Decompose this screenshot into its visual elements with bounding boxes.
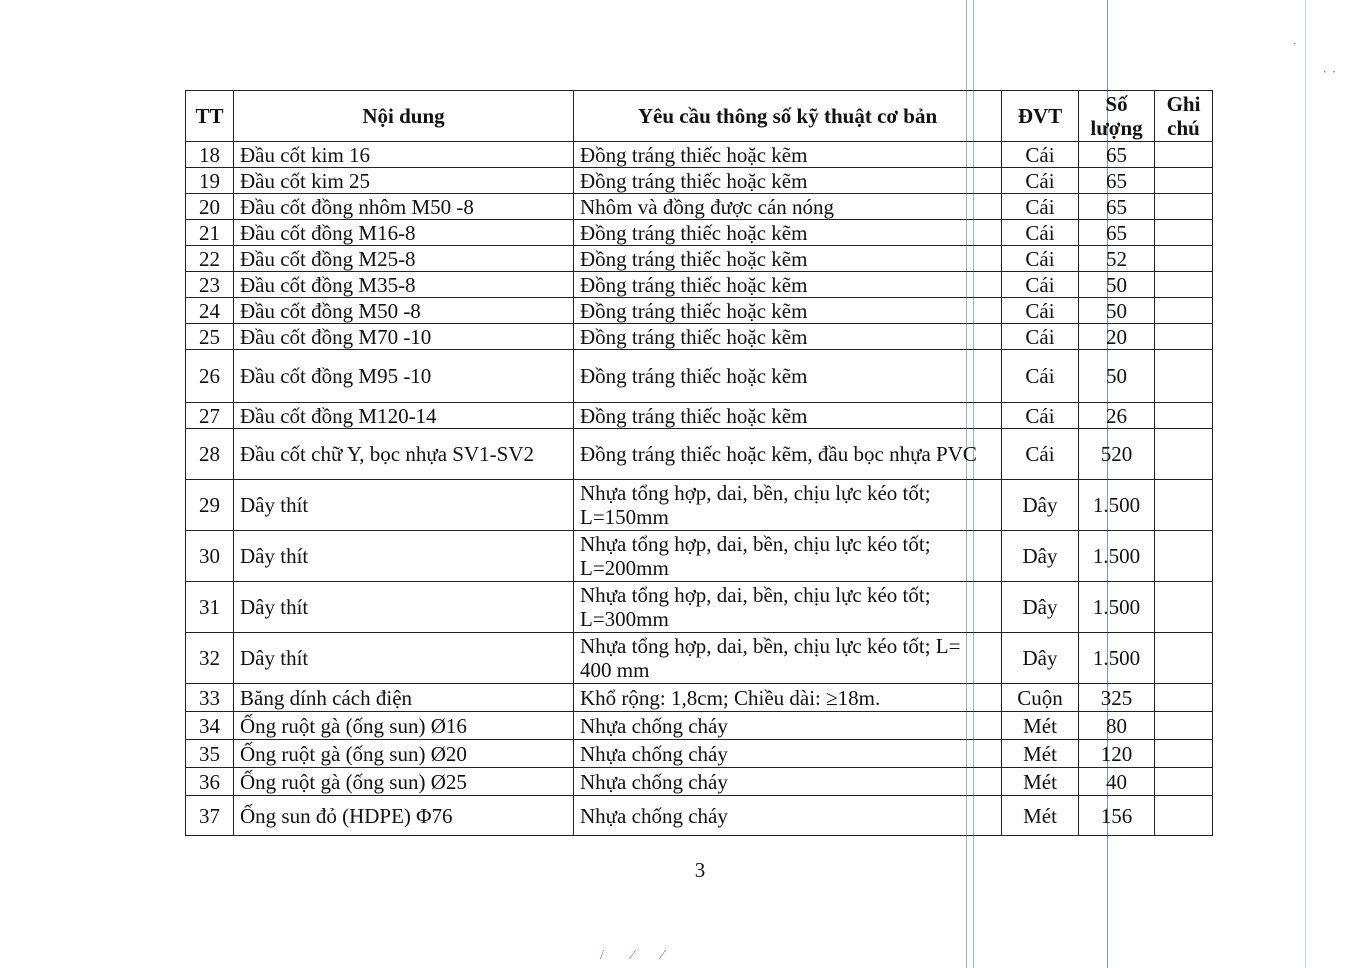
cell-spec: Đồng tráng thiếc hoặc kẽm, đầu bọc nhựa PVC [574,429,1002,480]
cell-unit: Mét [1002,796,1079,836]
cell-tt: 33 [186,684,234,712]
cell-qty: 325 [1079,684,1155,712]
cell-qty: 65 [1079,220,1155,246]
cell-content: Ống ruột gà (ống sun) Ø25 [234,768,574,796]
page-number: 3 [694,858,706,882]
cell-qty: 65 [1079,142,1155,168]
cell-spec: Nhôm và đồng được cán nóng [574,194,1002,220]
cell-content: Đầu cốt đồng M95 -10 [234,350,574,403]
cell-note [1155,246,1213,272]
cell-tt: 21 [186,220,234,246]
cell-note [1155,684,1213,712]
cell-content: Dây thít [234,633,574,684]
cell-tt: 27 [186,403,234,429]
stamp-fragment: / ⁄ ∕ [600,948,676,963]
cell-spec: Khổ rộng: 1,8cm; Chiều dài: ≥18m. [574,684,1002,712]
table-row [186,350,1213,403]
cell-tt: 24 [186,298,234,324]
table-row [186,712,1213,740]
table-row [186,324,1213,350]
cell-unit: Cái [1002,429,1079,480]
cell-spec: Nhựa tổng hợp, dai, bền, chịu lực kéo tốt; L=150mm [574,480,1002,531]
cell-qty: 50 [1079,298,1155,324]
table-row [186,684,1213,712]
table-row [186,429,1213,480]
cell-note [1155,168,1213,194]
table-row [186,272,1213,298]
cell-qty: 65 [1079,194,1155,220]
cell-tt: 23 [186,272,234,298]
cell-tt: 35 [186,740,234,768]
cell-content: Đầu cốt đồng M35-8 [234,272,574,298]
cell-note [1155,480,1213,531]
cell-content: Đầu cốt kim 25 [234,168,574,194]
cell-note [1155,350,1213,403]
cell-content: Đầu cốt đồng M120-14 [234,403,574,429]
cell-content: Ống ruột gà (ống sun) Ø20 [234,740,574,768]
header-spec: Yêu cầu thông số kỹ thuật cơ bản [574,91,1002,142]
cell-content: Ống sun đỏ (HDPE) Φ76 [234,796,574,836]
table-row [186,142,1213,168]
table-row [186,633,1213,684]
cell-spec: Nhựa tổng hợp, dai, bền, chịu lực kéo tốt; L=200mm [574,531,1002,582]
cell-spec: Đồng tráng thiếc hoặc kẽm [574,246,1002,272]
scan-speck: · · [1322,64,1337,81]
cell-unit: Cái [1002,194,1079,220]
cell-spec: Đồng tráng thiếc hoặc kẽm [574,350,1002,403]
cell-unit: Dây [1002,582,1079,633]
cell-tt: 34 [186,712,234,740]
cell-qty: 1.500 [1079,633,1155,684]
cell-spec: Nhựa chống cháy [574,712,1002,740]
cell-spec: Nhựa tổng hợp, dai, bền, chịu lực kéo tốt; L=300mm [574,582,1002,633]
cell-spec: Nhựa tổng hợp, dai, bền, chịu lực kéo tốt; L= 400 mm [574,633,1002,684]
cell-note [1155,220,1213,246]
cell-tt: 22 [186,246,234,272]
cell-content: Đầu cốt đồng M50 -8 [234,298,574,324]
cell-spec: Đồng tráng thiếc hoặc kẽm [574,142,1002,168]
cell-unit: Cuộn [1002,684,1079,712]
cell-unit: Dây [1002,633,1079,684]
scan-speck: · [1292,36,1298,53]
table-row [186,480,1213,531]
cell-qty: 50 [1079,272,1155,298]
cell-note [1155,142,1213,168]
cell-content: Dây thít [234,480,574,531]
cell-spec: Đồng tráng thiếc hoặc kẽm [574,403,1002,429]
cell-qty: 52 [1079,246,1155,272]
cell-spec: Đồng tráng thiếc hoặc kẽm [574,298,1002,324]
cell-note [1155,429,1213,480]
cell-unit: Mét [1002,740,1079,768]
cell-qty: 40 [1079,768,1155,796]
cell-note [1155,324,1213,350]
cell-qty: 65 [1079,168,1155,194]
cell-content: Băng dính cách điện [234,684,574,712]
cell-unit: Dây [1002,480,1079,531]
cell-spec: Đồng tráng thiếc hoặc kẽm [574,168,1002,194]
cell-spec: Nhựa chống cháy [574,796,1002,836]
cell-tt: 20 [186,194,234,220]
cell-note [1155,403,1213,429]
cell-unit: Cái [1002,350,1079,403]
cell-qty: 520 [1079,429,1155,480]
cell-unit: Cái [1002,272,1079,298]
cell-qty: 1.500 [1079,480,1155,531]
margin-line [1305,0,1306,968]
cell-content: Ống ruột gà (ống sun) Ø16 [234,712,574,740]
cell-note [1155,740,1213,768]
cell-spec: Nhựa chống cháy [574,768,1002,796]
cell-content: Đầu cốt đồng M70 -10 [234,324,574,350]
cell-unit: Cái [1002,403,1079,429]
cell-note [1155,768,1213,796]
header-tt: TT [186,91,234,142]
cell-qty: 156 [1079,796,1155,836]
cell-qty: 120 [1079,740,1155,768]
cell-tt: 31 [186,582,234,633]
cell-tt: 18 [186,142,234,168]
table-row [186,740,1213,768]
table-row [186,582,1213,633]
table-row [186,194,1213,220]
table-row [186,403,1213,429]
cell-unit: Cái [1002,324,1079,350]
cell-note [1155,531,1213,582]
cell-unit: Cái [1002,168,1079,194]
cell-spec: Đồng tráng thiếc hoặc kẽm [574,272,1002,298]
cell-qty: 1.500 [1079,582,1155,633]
cell-qty: 50 [1079,350,1155,403]
table-row [186,298,1213,324]
cell-note [1155,712,1213,740]
cell-tt: 25 [186,324,234,350]
materials-table [185,90,1213,836]
cell-note [1155,796,1213,836]
cell-qty: 26 [1079,403,1155,429]
table-row [186,531,1213,582]
cell-unit: Mét [1002,768,1079,796]
table-row [186,246,1213,272]
cell-spec: Nhựa chống cháy [574,740,1002,768]
cell-spec: Đồng tráng thiếc hoặc kẽm [574,324,1002,350]
cell-note [1155,272,1213,298]
cell-tt: 19 [186,168,234,194]
cell-note [1155,194,1213,220]
cell-note [1155,582,1213,633]
cell-tt: 36 [186,768,234,796]
table-row [186,220,1213,246]
cell-tt: 30 [186,531,234,582]
cell-tt: 37 [186,796,234,836]
header-content: Nội dung [234,91,574,142]
cell-tt: 32 [186,633,234,684]
cell-content: Đầu cốt đồng M25-8 [234,246,574,272]
cell-unit: Dây [1002,531,1079,582]
cell-content: Đầu cốt đồng M16-8 [234,220,574,246]
cell-tt: 26 [186,350,234,403]
cell-unit: Cái [1002,142,1079,168]
cell-tt: 28 [186,429,234,480]
header-unit: ĐVT [1002,91,1079,142]
cell-content: Dây thít [234,531,574,582]
cell-content: Đầu cốt chữ Y, bọc nhựa SV1-SV2 [234,429,574,480]
cell-spec: Đồng tráng thiếc hoặc kẽm [574,220,1002,246]
cell-unit: Cái [1002,220,1079,246]
cell-note [1155,298,1213,324]
cell-qty: 80 [1079,712,1155,740]
cell-qty: 20 [1079,324,1155,350]
table-row [186,768,1213,796]
cell-unit: Cái [1002,298,1079,324]
cell-content: Đầu cốt kim 16 [234,142,574,168]
header-note: Ghi chú [1155,91,1213,142]
cell-tt: 29 [186,480,234,531]
table-row [186,168,1213,194]
header-qty: Số lượng [1079,91,1155,142]
table-row [186,796,1213,836]
cell-unit: Cái [1002,246,1079,272]
table-header-row [186,91,1213,142]
cell-note [1155,633,1213,684]
cell-content: Dây thít [234,582,574,633]
cell-unit: Mét [1002,712,1079,740]
cell-content: Đầu cốt đồng nhôm M50 -8 [234,194,574,220]
cell-qty: 1.500 [1079,531,1155,582]
